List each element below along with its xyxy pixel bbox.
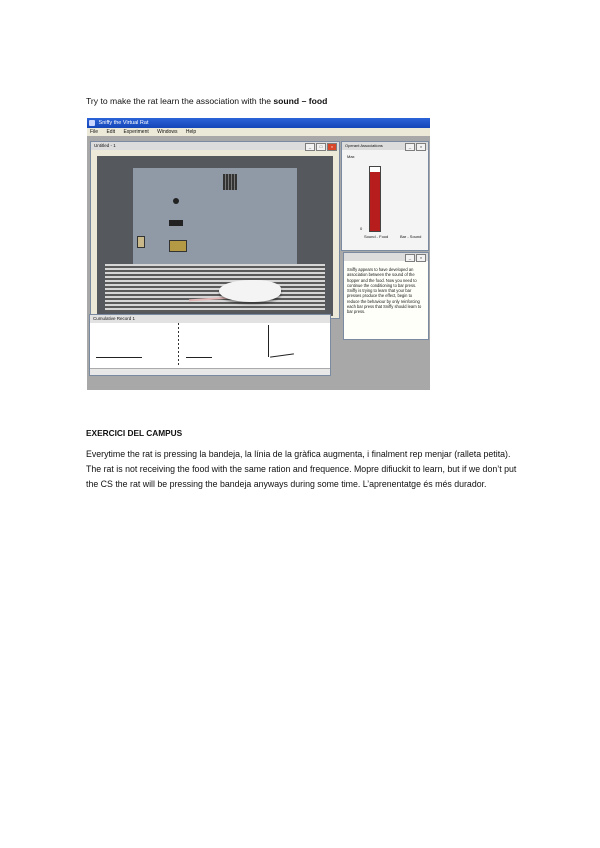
note-text: Sniffy appears to have developed an association between the sound of the hopper and the food. Now you need to continue the conditioning to bar press. Sniffy is trying to learn that your bar presses produce the effect, begin to reduce the behaviour by only reinforcing each bar press that Sniffy should learn to bar press. [347,267,422,315]
record-line-3 [268,325,269,357]
bar-label-sound-food: Sound - Food [364,234,389,239]
bar-max-label: Max [347,154,355,159]
graph-window-title: Cumulative Record 1 [93,316,136,321]
sniffy-screenshot [87,118,430,390]
chamber-back-wall [133,168,297,270]
operant-window-title: Untitled - 1 [94,143,116,148]
bar-label-bar-sound: Bar - Sound [400,234,422,239]
note-close-button[interactable]: × [416,254,426,262]
associations-window [341,141,429,251]
lever-icon [137,236,145,248]
app-titlebar [87,118,430,128]
chamber-floor [105,264,325,312]
assoc-minimize-button[interactable]: _ [405,143,415,151]
dispenser-icon [169,220,183,226]
note-minimize-button[interactable]: _ [405,254,415,262]
menu-bar [87,128,430,136]
section-title: EXERCICI DEL CAMPUS [86,428,183,438]
rat-image [219,280,281,302]
speaker-icon [223,174,237,190]
app-title: Sniffy the Virtual Rat [98,120,149,126]
note-titlebar [344,253,428,261]
menu-windows[interactable]: Windows [157,129,178,135]
operant-chamber [97,156,333,316]
record-line-1 [96,357,142,358]
close-button[interactable]: × [327,143,337,151]
food-hopper-icon [169,240,187,252]
record-line-4 [270,353,294,357]
menu-experiment[interactable]: Experiment [123,129,149,135]
menu-edit[interactable]: Edit [106,129,116,135]
bar-min-label: 0 [360,226,363,231]
graph-divider [178,323,179,365]
app-icon [89,120,95,126]
note-window [343,252,429,340]
menu-help[interactable]: Help [185,129,197,135]
body-paragraph: Everytime the rat is pressing la bandeja, la línia de la gràfica augmenta, i finalment rep menjar (ralleta petita). The rat is not receiving the food with the same ration and frequence. Mopre difiuckit to learn, but if we don’t put the CS the rat will be pressing the bandeja anyways during some time. L’aprenentatge és més durador. [86,449,517,489]
light-icon [173,198,179,204]
record-line-2 [186,357,212,358]
graph-window-titlebar [90,315,330,323]
maximize-button[interactable]: □ [316,143,326,151]
association-bar [369,166,381,232]
minimize-button[interactable]: _ [305,143,315,151]
menu-file[interactable]: File [90,129,99,135]
assoc-close-button[interactable]: × [416,143,426,151]
operant-window-titlebar [91,142,339,150]
operant-chamber-window [90,141,340,319]
associations-titlebar [342,142,428,150]
intro-bold: sound – food [273,96,328,106]
associations-title: Operant Associations [345,143,383,148]
association-bar-fill [370,172,380,231]
graph-scrollbar[interactable] [90,368,330,375]
intro-plain: Try to make the rat learn the association with the [86,96,274,106]
intro-text [86,96,327,106]
cumulative-record-window [89,314,331,376]
